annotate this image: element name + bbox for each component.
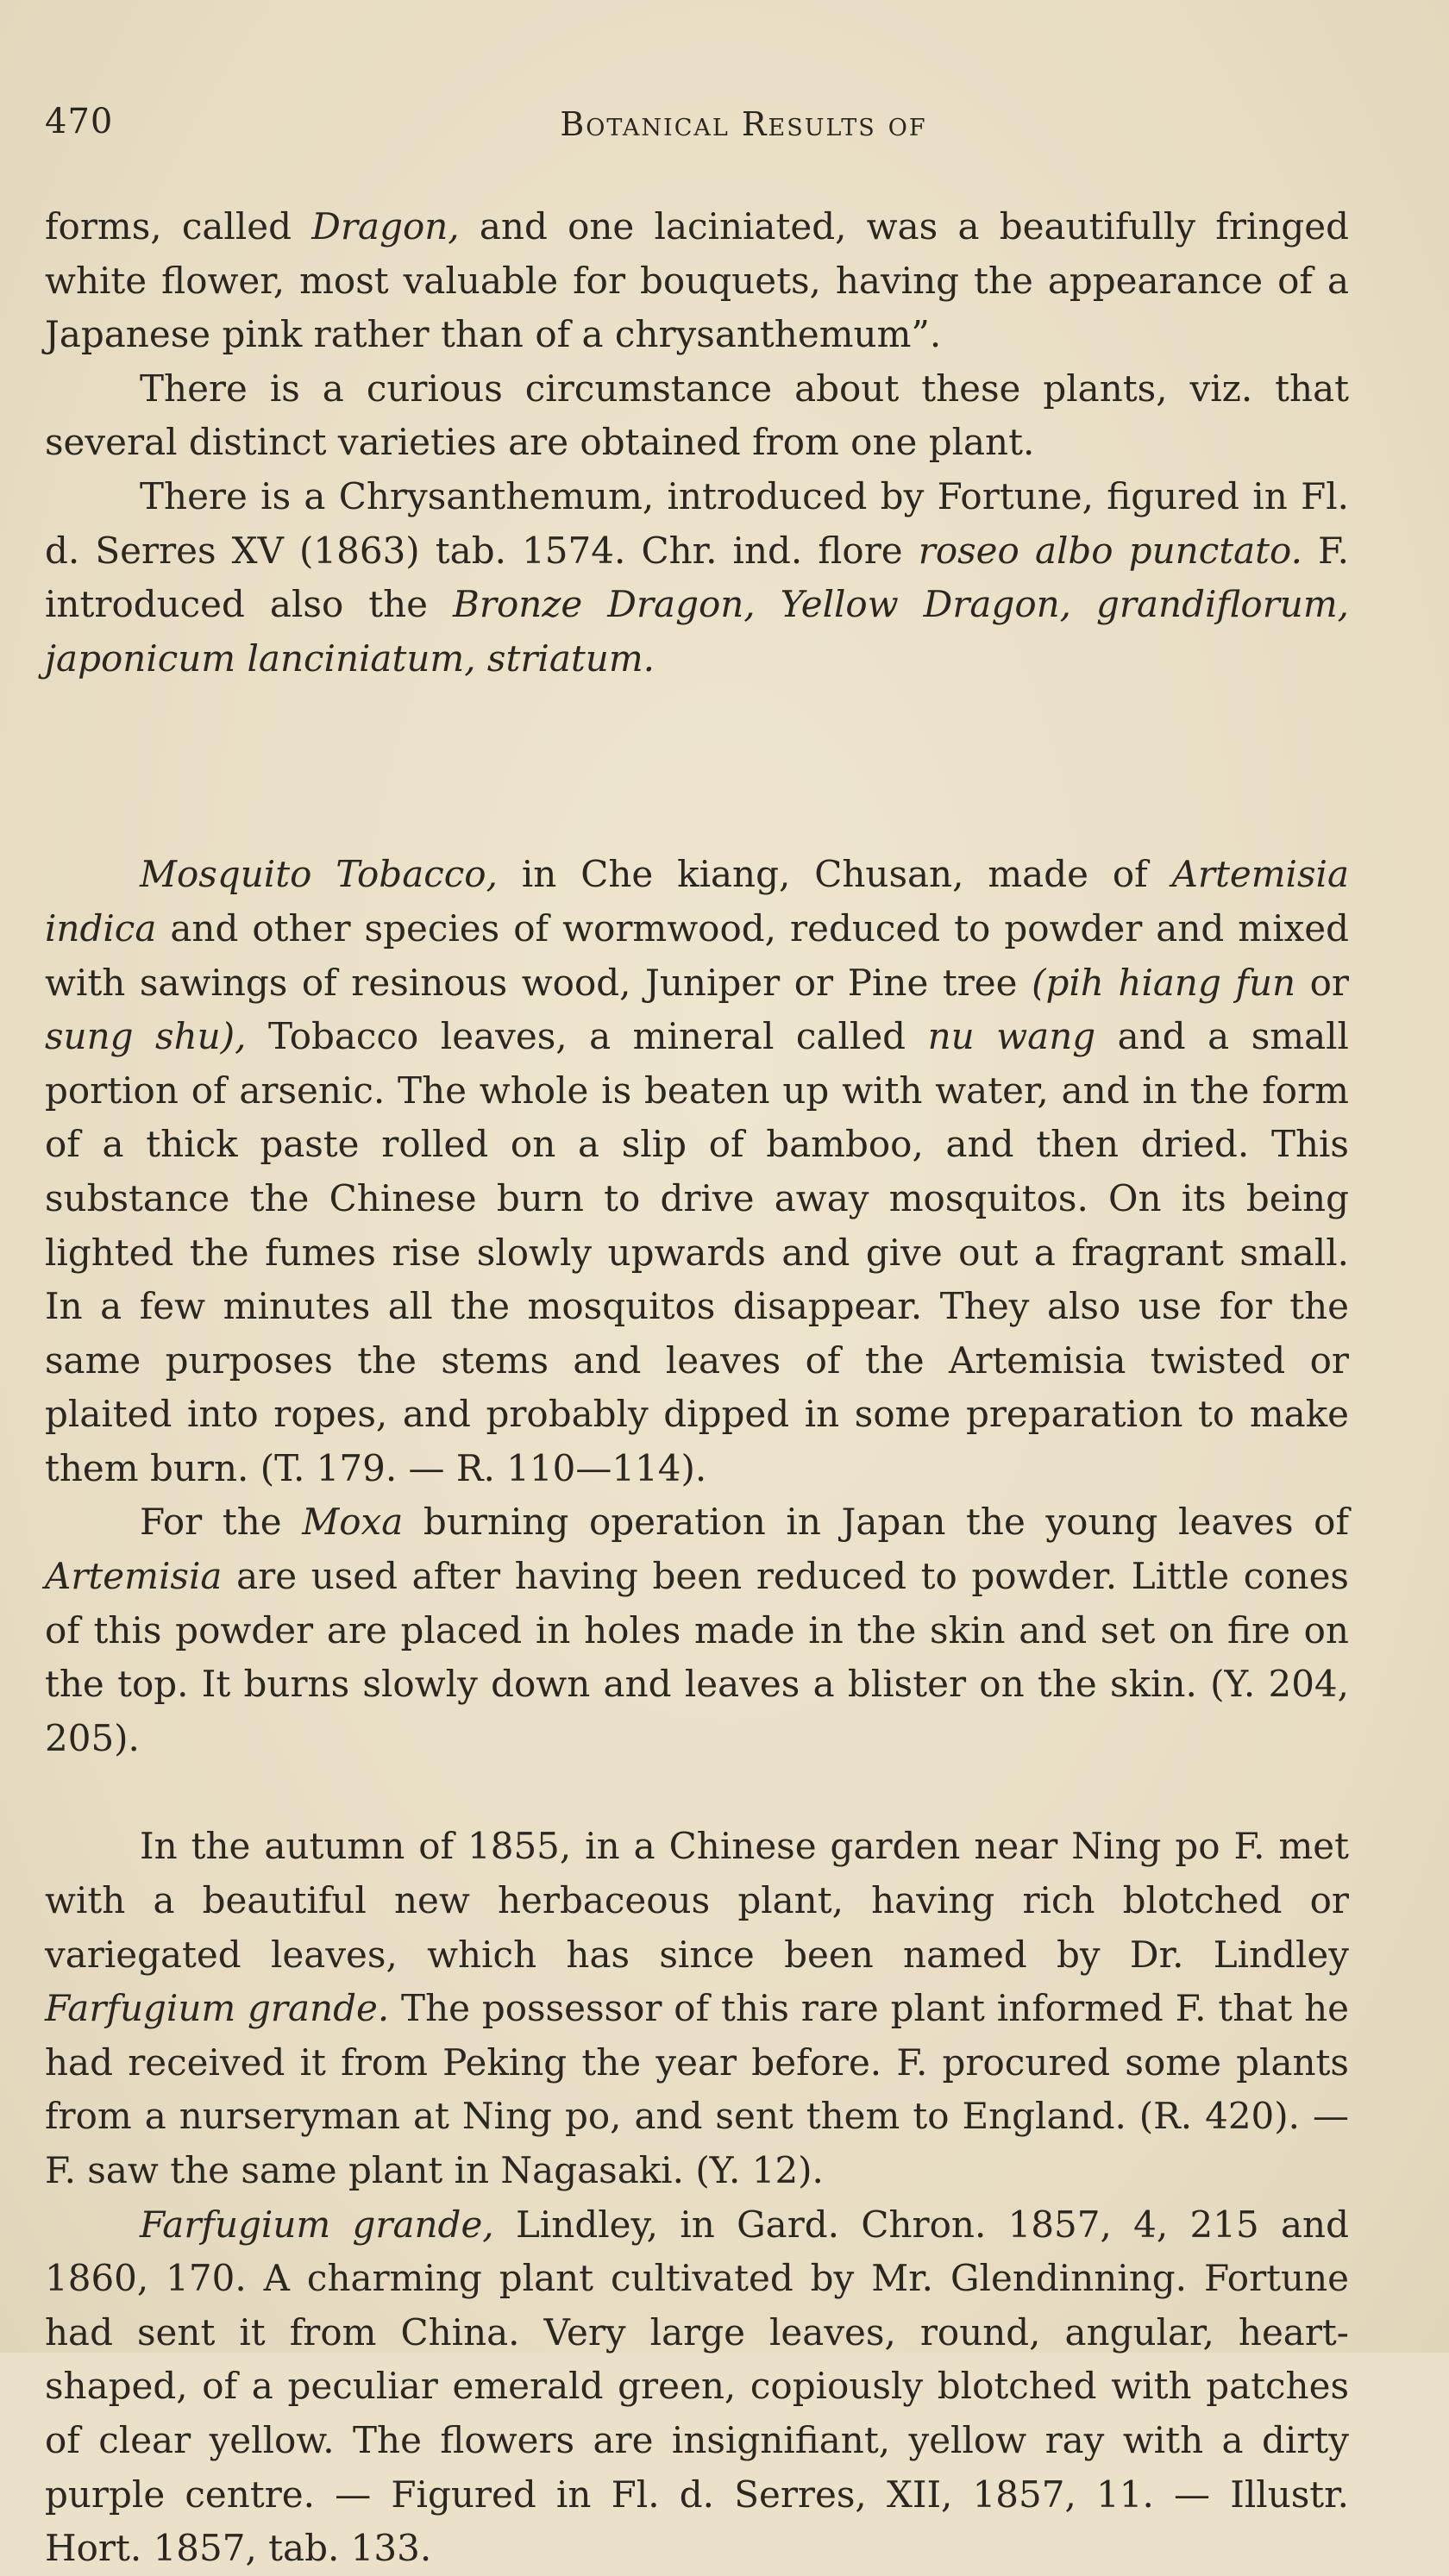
text-run: forms, called [45, 205, 312, 248]
text-run: For the [140, 1501, 303, 1544]
italic-text: Artemisia indica [45, 853, 1350, 950]
text-run: or [1295, 961, 1350, 1004]
italic-text: Dragon, [311, 205, 460, 248]
page-number: 470 [45, 102, 114, 141]
italic-text: Moxa [302, 1501, 404, 1544]
text-run: are used after having been reduced to powder. Little cones of this powder are placed in holes made in the skin and set on fire on the top. It burns slowly down and leaves a blister on the skin. (Y. 204, 205). [45, 1555, 1349, 1759]
text-run: Lindley, in Gard. Chron. 1857, 4, 215 and 1860, 170. A charming plant cultivated by Mr. Glendinning. Fortune had sent it from China. Very large leaves, round, angular, heart-shaped, of a peculiar emerald green, copiously blotched with patches of clear yellow. The flowers are insignifiant, yellow ray with a dirty purple centre. — Figured in Fl. d. Serres, XII, 1857, 11. — Illustr. Hort. 1857, tab. 133. [45, 2203, 1349, 2570]
italic-text: sung shu), [45, 1015, 247, 1058]
paragraph [45, 1495, 1349, 1765]
paragraph [45, 2198, 1349, 2576]
italic-text: nu wang [927, 1015, 1096, 1058]
italic-text: Farfugium grande. [45, 1987, 390, 2030]
body-text [45, 200, 1349, 2576]
italic-text: Bronze Dragon, Yellow Dragon, grandiflorum, japonicum lanciniatum, striatum. [45, 583, 1349, 680]
text-run: burning operation in Japan the young leaves of [403, 1501, 1349, 1544]
text-run: F. introduced also the [45, 529, 1349, 626]
page-header [45, 102, 1390, 154]
italic-text: Mosquito Tobacco, [140, 853, 498, 896]
paragraph [45, 362, 1349, 470]
text-run: There is a curious circumstance about these plants, viz. that several distinct varieties are obtained from one plant. [45, 367, 1349, 464]
paragraph [45, 470, 1349, 686]
paragraph [45, 200, 1349, 362]
paragraph [45, 1820, 1349, 2197]
italic-text: Farfugium grande, [140, 2203, 494, 2246]
text-run: The possessor of this rare plant informed F. that he had received it from Peking the year before. F. procured some plants from a nurseryman at Ning po, and sent them to England. (R. 420). — F. saw the same plant in Nagasaki. (Y. 12). [45, 1987, 1349, 2191]
text-run: and one laciniated, was a beautifully fringed white flower, most valuable for bouquets, having the appearance of a Japanese pink rather than of a chrysanthemum”. [45, 205, 1350, 356]
text-run: There is a Chrysanthemum, introduced by Fortune, figured in Fl. d. Serres XV (1863) tab. 1574. Chr. ind. flore [45, 474, 1349, 572]
text-run: Tobacco leaves, a mineral called [246, 1015, 928, 1058]
paragraph [45, 848, 1349, 1495]
italic-text: Artemisia [45, 1555, 223, 1598]
italic-text: roseo albo punctato. [918, 529, 1302, 572]
italic-text: (pih hiang fun [1032, 961, 1296, 1004]
running-head: Botanical Results of [560, 105, 927, 143]
text-run: and a small portion of arsenic. The whole is beaten up with water, and in the form of a thick paste rolled on a slip of bamboo, and then dried. This substance the Chinese burn to drive away mosquitos. On its being lighted the fumes rise slowly upwards and give out a fragrant small. In a few minutes all the mosquitos disappear. They also use for the same purposes the stems and leaves of the Artemisia twisted or plaited into ropes, and probably dipped in some preparation to make them burn. (T. 179. — R. 110—114). [45, 1015, 1349, 1489]
text-run: and other species of wormwood, reduced to powder and mixed with sawings of resinous wood, Juniper or Pine tree [45, 906, 1349, 1004]
text-run: in Che kiang, Chusan, made of [497, 853, 1172, 896]
text-run: In the autumn of 1855, in a Chinese garden near Ning po F. met with a beautiful new herbaceous plant, having rich blotched or variegated leaves, which has since been named by Dr. Lindley [45, 1825, 1349, 1976]
